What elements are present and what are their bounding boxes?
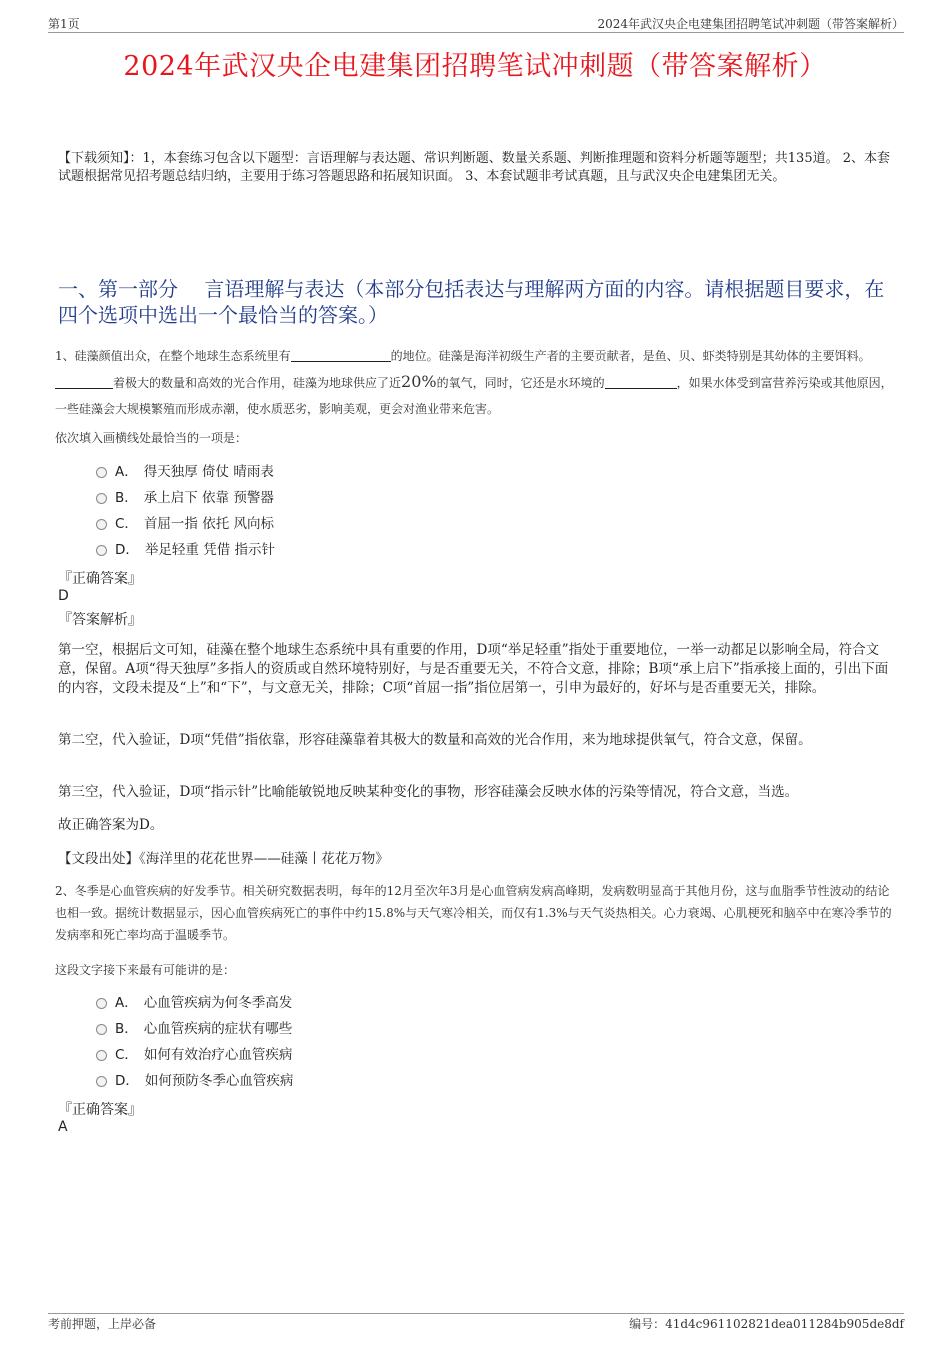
- option-text: 心血管疾病的症状有哪些: [143, 1021, 293, 1037]
- radio-icon[interactable]: [96, 1024, 107, 1035]
- footer-divider: [48, 1313, 904, 1314]
- q2-option-b[interactable]: [96, 1019, 292, 1039]
- radio-icon[interactable]: [96, 519, 107, 530]
- q2-option-d[interactable]: [96, 1071, 293, 1091]
- option-text: 心血管疾病为何冬季高发: [143, 995, 293, 1011]
- radio-icon[interactable]: [96, 1076, 107, 1087]
- download-notice: 【下载须知】：1，本套练习包含以下题型：言语理解与表达题、常识判断题、数量关系题、判断推理题和资料分析题等题型；共135道。 2、本套试题根据常见招考题总结归纳，主要用于练习答题思路和拓展知识面。 3、本套试题非考试真题，且与武汉央企电建集团无关。: [58, 151, 890, 184]
- q2-answer: A: [58, 1119, 68, 1135]
- q1-text-part: 的氧气，同时，它还是水环境的: [436, 376, 605, 390]
- footer-slogan: 考前押题，上岸必备: [48, 1317, 157, 1331]
- fill-blank-1: [291, 347, 391, 362]
- q1-percentage: 20%: [401, 372, 437, 391]
- option-key: C．: [115, 516, 138, 532]
- page-number: 第1页: [48, 17, 80, 31]
- footer-code: 编号：41d4c961102821dea011284b905de8df: [629, 1317, 904, 1331]
- q1-option-c[interactable]: [96, 514, 274, 534]
- q1-option-a[interactable]: [96, 462, 274, 482]
- option-key: C．: [115, 1047, 138, 1063]
- option-text: 如何有效治疗心血管疾病: [143, 1047, 293, 1063]
- radio-icon[interactable]: [96, 1050, 107, 1061]
- question-1-text: [55, 343, 898, 422]
- q1-analysis-p1: 第一空，根据后文可知，硅藻在整个地球生态系统中具有重要的作用，D项“举足轻重”指处于重要地位，一举一动都足以影响全局，符合文意，保留。A项“得天独厚”多指人的资质或自然环境特别好，与是否重要无关，不符合文意，排除；B项“承上启下”指承接上面的，引出下面的内容，文段未提及“上”和“下”，与文意无关，排除；C项“首屈一指”指位居第一，引申为最好的，好坏与是否重要无关，排除。: [58, 642, 889, 696]
- fill-blank-2: [55, 374, 113, 389]
- header-doc-title: 2024年武汉央企电建集团招聘笔试冲刺题（带答案解析）: [597, 17, 904, 31]
- option-key: D．: [115, 542, 139, 558]
- fill-blank-3: [605, 374, 677, 389]
- radio-icon[interactable]: [96, 493, 107, 504]
- option-text: 首屈一指 依托 风向标: [143, 516, 275, 532]
- page-header: [48, 14, 904, 33]
- q2-option-a[interactable]: [96, 993, 292, 1013]
- option-key: B．: [115, 490, 138, 506]
- q1-text-part: 着极大的数量和高效的光合作用，硅藻为地球供应了近: [113, 376, 402, 390]
- q1-source: 【文段出处】《海洋里的花花世界——硅藻丨花花万物》: [58, 851, 389, 867]
- option-key: A．: [115, 995, 138, 1011]
- option-key: D．: [115, 1073, 139, 1089]
- question-2-text: 2、冬季是心血管疾病的好发季节。相关研究数据表明，每年的12月至次年3月是心血管病发病高峰期，发病数明显高于其他月份，这与血脂季节性波动的结论也相一致。据统计数据显示，因心血管疾病死亡的事件中约15.8%与天气寒冷相关，而仅有1.3%与天气炎热相关。心力衰竭、心肌梗死和脑卒中在寒冷季节的发病率和死亡率均高于温暖季节。: [55, 884, 892, 942]
- q1-analysis-label: 『答案解析』: [58, 612, 142, 628]
- q1-text-part: 1、硅藻颜值出众，在整个地球生态系统里有: [55, 349, 291, 363]
- option-text: 如何预防冬季心血管疾病: [144, 1073, 294, 1089]
- q1-analysis-p2: 第二空，代入验证，D项“凭借”指依靠，形容硅藻靠着其极大的数量和高效的光合作用，来为地球提供氧气，符合文意，保留。: [58, 732, 812, 748]
- section-heading: 一、第一部分 言语理解与表达（本部分包括表达与理解两方面的内容。请根据题目要求，在四个选项中选出一个最恰当的答案。）: [58, 277, 885, 327]
- option-key: A．: [115, 464, 138, 480]
- radio-icon[interactable]: [96, 998, 107, 1009]
- document-title: 2024年武汉央企电建集团招聘笔试冲刺题（带答案解析）: [123, 51, 827, 82]
- q1-answer: D: [58, 588, 69, 604]
- q1-option-b[interactable]: [96, 488, 274, 508]
- option-text: 得天独厚 倚仗 晴雨表: [143, 464, 274, 480]
- question-2-prompt: 这段文字接下来最有可能讲的是：: [55, 963, 236, 977]
- option-text: 举足轻重 凭借 指示针: [144, 542, 275, 558]
- q1-answer-label: 『正确答案』: [58, 571, 142, 587]
- q1-analysis-p3: 第三空，代入验证，D项“指示针”比喻能敏锐地反映某种变化的事物，形容硅藻会反映水体的污染等情况，符合文意，当选。: [58, 784, 799, 800]
- q2-option-c[interactable]: [96, 1045, 292, 1065]
- option-key: B．: [115, 1021, 138, 1037]
- radio-icon[interactable]: [96, 545, 107, 556]
- q2-answer-label: 『正确答案』: [58, 1102, 142, 1118]
- radio-icon[interactable]: [96, 467, 107, 478]
- q1-analysis-p4: 故正确答案为D。: [58, 817, 164, 833]
- q1-text-part: 的地位。硅藻是海洋初级生产者的主要贡献者，是鱼、贝、虾类特别是其幼体的主要饵料。: [390, 349, 871, 363]
- option-text: 承上启下 依靠 预警器: [143, 490, 274, 506]
- q1-text-part: ，如果水体受到富营养污染或其他原因，一些硅藻会大规模繁殖而形成赤潮，使水质恶劣，影响美观，更会对渔业带来危害。: [55, 376, 893, 416]
- q1-option-d[interactable]: [96, 540, 275, 560]
- question-1-prompt: 依次填入画横线处最恰当的一项是：: [55, 431, 248, 445]
